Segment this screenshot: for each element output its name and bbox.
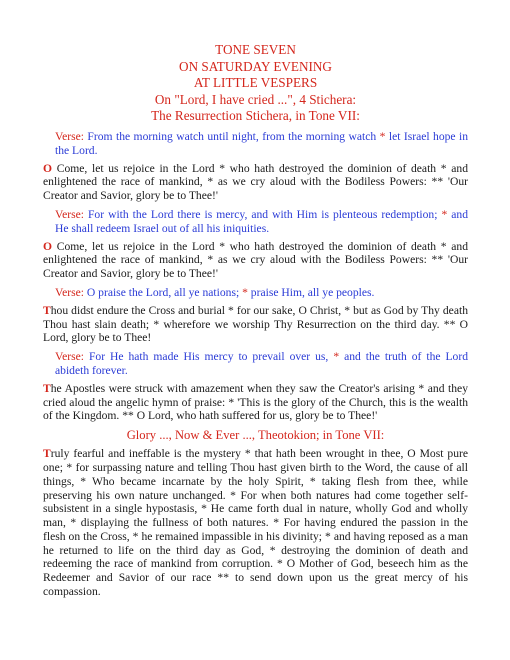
initial-letter: O [43, 161, 53, 175]
verse-text-part2: praise Him, all ye peoples. [250, 285, 375, 299]
verse-separator: * [242, 285, 248, 299]
initial-letter: T [43, 447, 51, 461]
verse-text-part1: For He hath made His mercy to prevail over us, [88, 350, 329, 364]
document-page [43, 42, 468, 599]
sticheron-4 [43, 382, 468, 423]
verse-separator: * [333, 350, 340, 364]
resurrection-heading: The Resurrection Stichera, in Tone VII: [151, 108, 360, 124]
sticheron-text: he Apostles were struck with amazement when they saw the Creator's arising * and they cried aloud the angelic hymn of praise: * 'This is the glory of the Church, this is the wealth of the Kingdom. ** O Lord, who hath suffered for us, glory be to Thee!' [43, 381, 468, 423]
verse-4 [43, 350, 468, 378]
sticheron-text: hou didst endure the Cross and burial * for our sake, O Christ, * but as God by Thy death Thou hast slain death; * wherefore we worship Thy Resurrection on the third day. ** O Lord, glory be to Thee! [43, 303, 468, 345]
service-title: AT LITTLE VESPERS [193, 75, 318, 91]
initial-letter: T [43, 381, 51, 395]
verse-text-part1: For with the Lord there is mercy, and with Him is plenteous redemption; [87, 207, 438, 221]
verse-2 [43, 208, 468, 236]
verse-text-part2: let Israel hope in the Lord. [55, 129, 469, 157]
verse-text-part2: and the truth of the Lord abideth forever. [55, 350, 469, 377]
initial-letter: T [43, 303, 51, 317]
verse-separator: * [379, 129, 386, 143]
sticheron-2 [43, 240, 468, 281]
verse-text-part1: O praise the Lord, all ye nations; [86, 285, 240, 299]
stichera-heading: On "Lord, I have cried ...", 4 Stichera: [154, 91, 357, 107]
sticheron-text: Come, let us rejoice in the Lord * who hath destroyed the dominion of death * and enlightened the race of mankind, * as we cry aloud with the Bodiless Powers: ** 'Our Creator and Savior, glory be to Thee!' [43, 161, 468, 203]
sticheron-1 [43, 162, 468, 203]
theotokion-text: ruly fearful and ineffable is the mystery * that hath been wrought in thee, O Most pure one; * for surpassing nature and telling Thou hast given birth to the Word, the cause of all things, * Who became incarnate by the holy Spirit, * taking flesh from thee, while preserving his own nature unchanged. * For when both natures had come together self-subsistent in a single hypostasis, * He came forth dual in nature, wholly God and wholly man, * displaying the fullness of both natures. * For having endured the passion in the flesh on the Cross, * he remained impassible in his divinity; * and having reposed as a man he returned to life on the third day as God, * destroying the dominion of death and redeeming the race of mankind from corruption. * O Mother of God, beseech him as the Redeemer and Savior of our race ** to send down upon us the great mercy of his compassion. [43, 447, 468, 599]
verse-label: Verse: [55, 207, 84, 221]
sticheron-text: Come, let us rejoice in the Lord * who hath destroyed the dominion of death * and enlightened the race of mankind, * as we cry aloud with the Bodiless Powers: ** 'Our Creator and Savior, glory be to Thee!' [43, 239, 468, 281]
verse-text-part2: and He shall redeem Israel out of all his iniquities. [55, 207, 468, 235]
sticheron-3 [43, 304, 468, 345]
theotokion [43, 447, 468, 599]
header-block [43, 42, 468, 125]
theotokion-heading: Glory ..., Now & Ever ..., Theotokion; in Tone VII: [126, 428, 385, 443]
verse-1 [43, 130, 468, 158]
verse-label: Verse: [55, 285, 84, 299]
verse-separator: * [441, 207, 448, 221]
initial-letter: O [43, 239, 53, 253]
verse-text-part1: From the morning watch until night, from the morning watch [87, 129, 377, 143]
verse-label: Verse: [55, 129, 84, 143]
tone-title: TONE SEVEN [215, 42, 296, 57]
occasion-title: ON SATURDAY EVENING [179, 58, 332, 74]
verse-3 [43, 286, 468, 300]
verse-label: Verse: [55, 350, 84, 364]
